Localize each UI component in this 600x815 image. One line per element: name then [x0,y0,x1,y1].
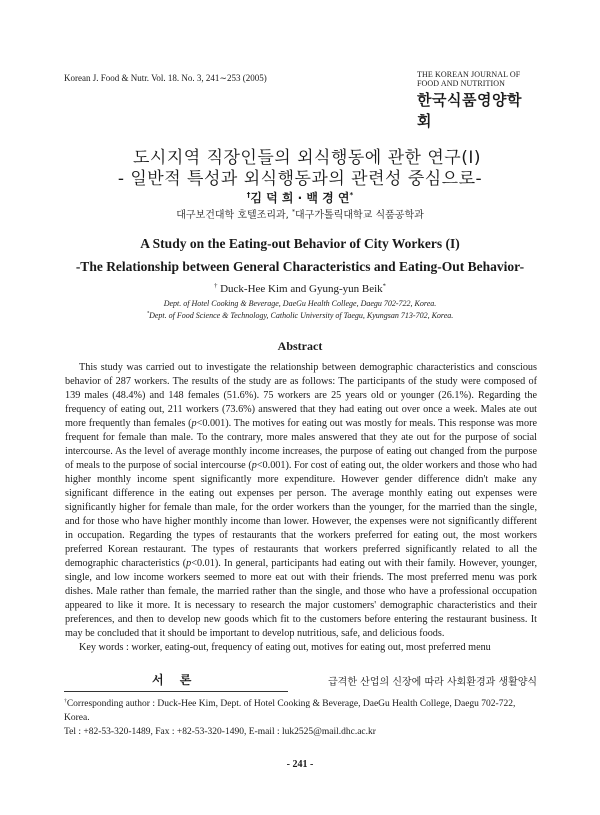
journal-name-block [417,70,527,131]
korean-author-names: 김 덕 희 · 백 경 연 [250,191,350,205]
abstract-heading: Abstract [277,339,323,353]
journal-citation: Korean J. Food & Nutr. Vol. 18. No. 3, 241∼253 (2005) [64,73,267,83]
abstract-segment-1: This study was carried out to investigate the relationship between demographic characteristics and conscious behavior of 287 workers. The results of the study are as follows: The participants of the study were composed of 139 males (48.4%) and 148 females (51.6%). 75 workers are 25 years old or younger (26.1%). Regarding the frequency of eating out, 211 workers (73.6%) answered that they had eating out over once a week. Males ate out more frequently than females ( [65,362,537,429]
journal-name-en-line1: THE KOREAN JOURNAL OF [417,70,521,79]
corresponding-author-footnote [64,697,538,739]
introduction-first-line: 급격한 산업의 신장에 따라 사회환경과 생활양식 [328,677,538,688]
english-title-line2: -The Relationship between General Characteristics and Eating-Out Behavior- [75,259,525,274]
korean-affiliation-1: 대구보건대학 호텔조리과, [176,210,293,221]
affiliation-star: * [146,311,150,317]
korean-authors [0,189,600,206]
korean-title-line2: - 일반적 특성과 외식행동과의 관련성 중심으로- [117,169,483,189]
corresponding-mark: † [214,282,218,290]
corresponding-mark: † [246,190,251,199]
affiliation-star: * [292,208,296,216]
english-affiliation-1: Dept. of Hotel Cooking & Beverage, DaeGu Health College, Daegu 702-722, Korea. [163,299,437,308]
footnote-author-text: Corresponding author : Duck-Hee Kim, Dept. of Hotel Cooking & Beverage, DaeGu Health College, Daegu 702-722, Korea. [64,699,516,723]
abstract-segment-4: <0.01). In general, participants had eating out with their family. However, younger, single, and low income workers seemed to more eat out with their friends. The most preferred menu was pork dishes. Male rather than female, the married rather than the single, and those who have a professional occupation appeared to like it more. It is necessary to research the major customers' demographic characteristics and their preferences, and then to develop new goods which fit to the customers before entering the restaurant business. It may be concluded that it should be important to develop nutritious, safe, and delicious foods. [65,558,537,639]
affiliation-star: * [349,190,354,199]
p-value-symbol: p [191,418,197,429]
english-affiliation-2 [0,311,600,320]
abstract-text [65,361,537,641]
footnote-divider [64,691,288,692]
journal-name-kr: 한국식품영양학회 [417,91,522,130]
english-title-line1: A Study on the Eating-out Behavior of City Workers (I) [140,236,460,251]
english-authors [0,283,600,295]
section-heading-introduction: 서 론 [152,673,198,687]
english-author-names: Duck-Hee Kim and Gyung-yun Beik [220,283,383,295]
affiliation-star: * [382,282,386,290]
korean-affiliations [0,206,600,221]
p-value-symbol: p [251,460,257,471]
korean-title-line1: 도시지역 직장인들의 외식행동에 관한 연구(Ⅰ) [133,148,481,168]
corresponding-mark: † [64,697,67,704]
keywords: Key words : worker, eating-out, frequency of eating out, motives for eating out, most preferred menu [79,642,491,653]
p-value-symbol: p [186,558,192,569]
korean-affiliation-2: 대구가톨릭대학교 식품공학과 [295,210,424,221]
journal-name-en-line2: FOOD AND NUTRITION [417,79,506,88]
footnote-fax: Fax : +82-53-320-1490, [155,727,247,737]
footnote-contact [64,725,538,739]
footnote-line1 [64,697,538,725]
abstract-segment-3: <0.001). For cost of eating out, the older workers and those who had higher monthly income spent significantly more expenditure. However gender difference didn't make any significant difference in the eating out expenses per person. The average monthly eating out expenses were significantly higher for female than male, for the order workers than the younger, for the married than the single, and for those who have higher monthly income than lower. However, the expenses were not significantly different in occupation. Regarding the types of restaurants that the workers preferred for eating out, the most workers preferred Korean restaurant. The types of restaurants that workers preferred significantly related to all the demographic characteristics ( [65,460,537,569]
abstract-segment-2: <0.001). The motives for eating out was mostly for meals. This response was more frequent for female than male. To the contrary, more males answered that they ate out for the purpose of social intercourse. As the level of average monthly income increases, the purpose of eating out changed from the purpose of meals to the purpose of social intercourse ( [65,418,537,471]
page-number: - 241 - [286,759,314,770]
footnote-email: E-mail : luk2525@mail.dhc.ac.kr [248,727,376,737]
footnote-tel: Tel : +82-53-320-1489, [64,727,153,737]
english-affiliation-2-text: Dept. of Food Science & Technology, Catholic University of Taegu, Kyungsan 713-702, Korea. [149,311,454,320]
